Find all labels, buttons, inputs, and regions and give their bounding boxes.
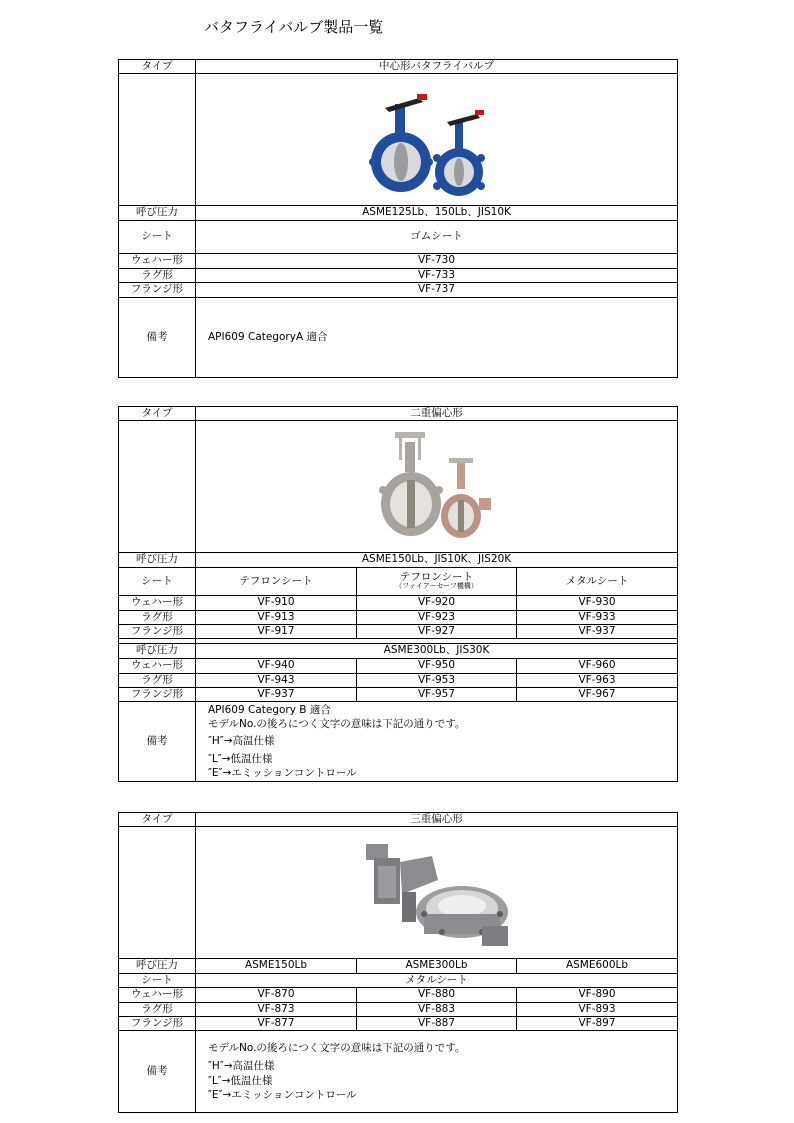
pressure-value: ASME300Lb、JIS30K [196, 644, 678, 659]
pressure-value: ASME125Lb、150Lb、JIS10K [196, 206, 678, 221]
flange-model: VF-917 [196, 625, 357, 639]
flange-model: VF-897 [517, 1017, 678, 1031]
wafer-model: VF-930 [517, 596, 678, 611]
lug-model: VF-913 [196, 611, 357, 625]
wafer-label: ウェハー形 [119, 254, 196, 269]
remarks-value [196, 1031, 678, 1113]
flange-label: フランジ形 [119, 283, 196, 298]
lug-model: VF-933 [517, 611, 678, 625]
remarks-line: ″E″→エミッションコントロール [208, 766, 357, 779]
lug-model: VF-733 [196, 269, 678, 283]
flange-label: フランジ形 [119, 688, 196, 702]
flange-model: VF-737 [196, 283, 678, 298]
remarks-value [196, 702, 678, 782]
wafer-label: ウェハー形 [119, 659, 196, 674]
triple-offset-valve-table [118, 812, 678, 1113]
type-value: 中心形バタフライバルブ [196, 60, 678, 74]
lug-model: VF-943 [196, 674, 357, 688]
wafer-model: VF-910 [196, 596, 357, 611]
pressure-label: 呼び圧力 [119, 959, 196, 974]
seat-note: （ファイアーセーフ機構） [395, 582, 478, 591]
remarks-label: 備考 [119, 702, 196, 782]
product-image [196, 827, 678, 959]
lug-model: VF-953 [357, 674, 517, 688]
remarks-line: ″L″→低温仕様 [208, 752, 273, 765]
lug-label: ラグ形 [119, 674, 196, 688]
triple-offset-butterfly-valve-photo-icon [362, 836, 512, 950]
pressure-value: ASME150Lb [196, 959, 357, 974]
flange-model: VF-967 [517, 688, 678, 702]
wafer-label: ウェハー形 [119, 988, 196, 1003]
pressure-value: ASME600Lb [517, 959, 678, 974]
lug-model: VF-893 [517, 1003, 678, 1017]
flange-model: VF-937 [196, 688, 357, 702]
seat-value: メタルシート [196, 974, 678, 988]
lug-label: ラグ形 [119, 1003, 196, 1017]
lug-model: VF-923 [357, 611, 517, 625]
wafer-model: VF-880 [357, 988, 517, 1003]
type-label: タイプ [119, 813, 196, 827]
wafer-model: VF-870 [196, 988, 357, 1003]
centric-butterfly-valve-photo-icon [367, 80, 507, 200]
pressure-label: 呼び圧力 [119, 206, 196, 221]
remarks-label: 備考 [119, 1031, 196, 1113]
seat-value-firesafe [357, 568, 517, 596]
remarks-line: API609 Category B 適合 [208, 704, 331, 717]
type-value: 二重偏心形 [196, 407, 678, 421]
flange-model: VF-877 [196, 1017, 357, 1031]
pressure-value: ASME300Lb [357, 959, 517, 974]
pressure-value: ASME150Lb、JIS10K、JIS20K [196, 553, 678, 568]
seat-value: ゴムシート [196, 221, 678, 254]
type-label: タイプ [119, 60, 196, 74]
wafer-label: ウェハー形 [119, 596, 196, 611]
seat-value: メタルシート [517, 568, 678, 596]
product-image [196, 421, 678, 553]
flange-model: VF-957 [357, 688, 517, 702]
remarks-line: ″L″→低温仕様 [208, 1074, 273, 1087]
pressure-label: 呼び圧力 [119, 553, 196, 568]
remarks-line: モデルNo.の後ろにつく文字の意味は下記の通りです。 [208, 1042, 466, 1055]
remarks-line: ″H″→高温仕様 [208, 1060, 275, 1073]
seat-label: シート [119, 568, 196, 596]
wafer-model: VF-960 [517, 659, 678, 674]
remarks-line: モデルNo.の後ろにつく文字の意味は下記の通りです。 [208, 718, 466, 731]
lug-model: VF-963 [517, 674, 678, 688]
wafer-model: VF-890 [517, 988, 678, 1003]
seat-label: シート [119, 974, 196, 988]
lug-model: VF-873 [196, 1003, 357, 1017]
remarks-value [196, 298, 678, 378]
remarks-label: 備考 [119, 298, 196, 378]
double-offset-valve-table [118, 406, 678, 782]
seat-value: テフロンシート [196, 568, 357, 596]
remarks-line: ″H″→高温仕様 [208, 735, 275, 748]
lug-model: VF-883 [357, 1003, 517, 1017]
pressure-label: 呼び圧力 [119, 644, 196, 659]
lug-label: ラグ形 [119, 269, 196, 283]
seat-value: テフロンシート [399, 570, 474, 583]
wafer-model: VF-950 [357, 659, 517, 674]
remarks-line: ″E″→エミッションコントロール [208, 1088, 357, 1101]
wafer-model: VF-730 [196, 254, 678, 269]
type-value: 三重偏心形 [196, 813, 678, 827]
wafer-model: VF-920 [357, 596, 517, 611]
lug-label: ラグ形 [119, 611, 196, 625]
product-image [196, 74, 678, 206]
flange-label: フランジ形 [119, 1017, 196, 1031]
flange-label: フランジ形 [119, 625, 196, 639]
flange-model: VF-887 [357, 1017, 517, 1031]
wafer-model: VF-940 [196, 659, 357, 674]
flange-model: VF-937 [517, 625, 678, 639]
centric-valve-table [118, 59, 678, 378]
seat-label: シート [119, 221, 196, 254]
type-label: タイプ [119, 407, 196, 421]
page-title: バタフライバルブ製品一覧 [204, 18, 384, 36]
remarks-line: API609 CategoryA 適合 [208, 331, 328, 344]
double-offset-butterfly-valve-photo-icon [377, 428, 497, 546]
flange-model: VF-927 [357, 625, 517, 639]
